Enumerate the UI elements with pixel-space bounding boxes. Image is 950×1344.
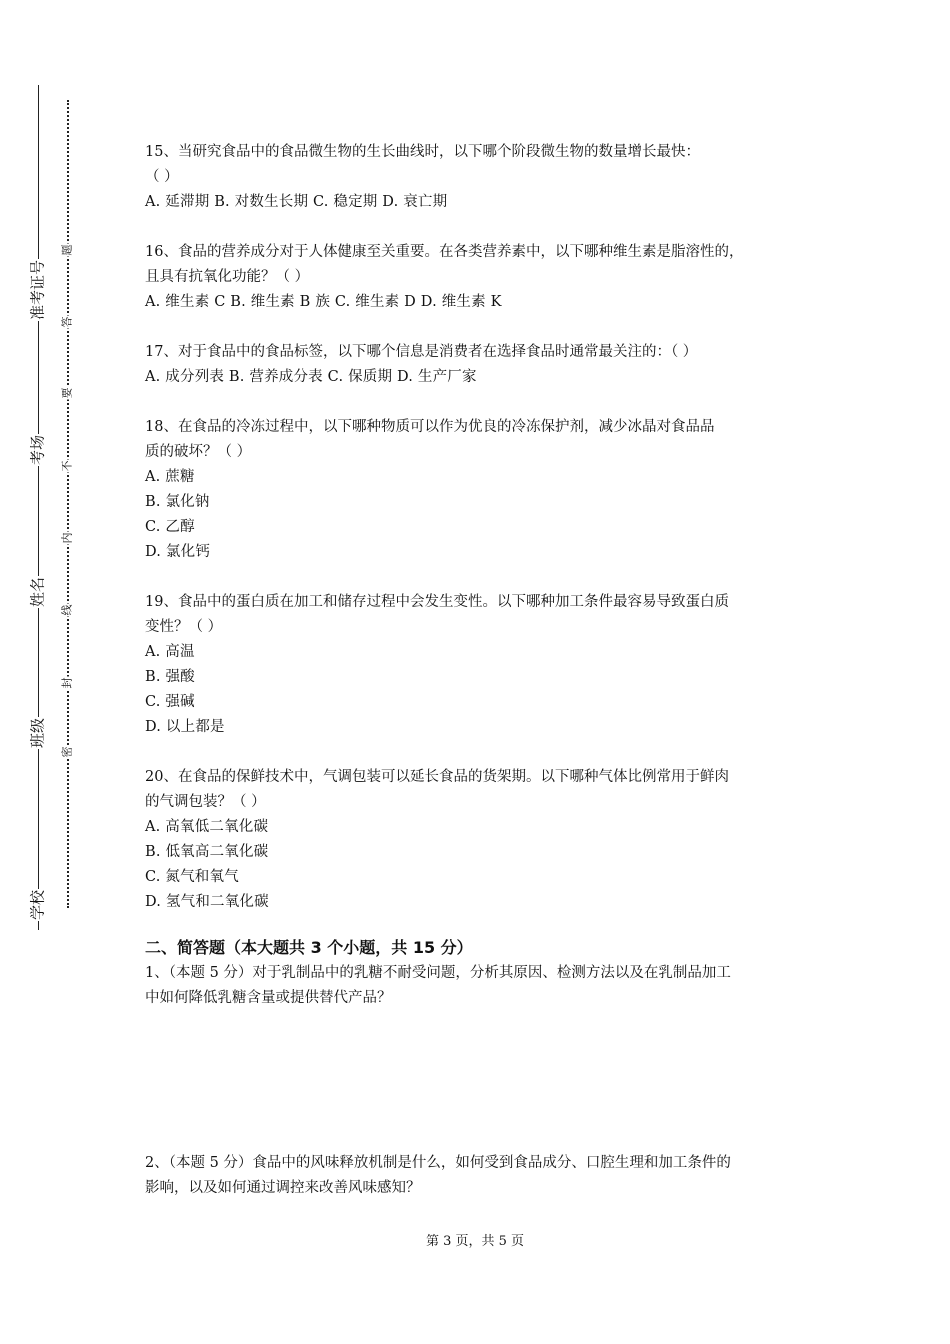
option-c: C. 氮气和氧气 xyxy=(145,869,239,885)
short-answer-1 xyxy=(145,961,825,1011)
question-20 xyxy=(145,765,825,915)
question-stem: （ ） xyxy=(145,169,179,185)
option-a: A. 蔗糖 xyxy=(145,469,195,485)
field-name-label: 姓名 xyxy=(28,576,47,608)
option-d: D. 氢气和二氧化碳 xyxy=(145,894,269,910)
seal-char: 密 xyxy=(60,746,74,758)
question-15 xyxy=(145,140,825,215)
question-options: A. 成分列表 B. 营养成分表 C. 保质期 D. 生产厂家 xyxy=(145,369,477,385)
question-19 xyxy=(145,590,825,740)
answer-space[interactable] xyxy=(145,1011,825,1151)
question-stem: 20、在食品的保鲜技术中，气调包装可以延长食品的货架期。以下哪种气体比例常用于鲜肉 xyxy=(145,769,729,785)
option-b: B. 强酸 xyxy=(145,669,195,685)
question-stem: 且具有抗氧化功能？（ ） xyxy=(145,269,310,285)
question-options: A. 延滞期 B. 对数生长期 C. 稳定期 D. 衰亡期 xyxy=(145,194,448,210)
option-c: C. 强碱 xyxy=(145,694,195,710)
seal-char: 线 xyxy=(60,604,74,616)
option-c: C. 乙醇 xyxy=(145,519,195,535)
page-number: 第 3 页，共 5 页 xyxy=(425,1234,525,1249)
short-answer-text: 中如何降低乳糖含量或提供替代产品？ xyxy=(145,990,392,1006)
binding-margin xyxy=(0,0,110,1344)
binding-solid-line xyxy=(38,85,39,930)
seal-char: 内 xyxy=(60,532,74,544)
option-b: B. 低氧高二氧化碳 xyxy=(145,844,269,860)
field-admission-number-label: 准考证号 xyxy=(28,259,47,321)
question-18 xyxy=(145,415,825,565)
exam-content xyxy=(145,140,825,1201)
field-class-label: 班级 xyxy=(28,717,47,749)
seal-char: 封 xyxy=(60,677,74,689)
seal-dotted-line xyxy=(67,100,69,908)
option-d: D. 以上都是 xyxy=(145,719,225,735)
seal-char: 不 xyxy=(60,460,74,472)
question-stem: 质的破坏？（ ） xyxy=(145,444,252,460)
question-stem: 变性？（ ） xyxy=(145,619,223,635)
seal-char: 要 xyxy=(60,387,74,399)
seal-char: 答 xyxy=(60,316,74,328)
question-stem: 15、当研究食品中的食品微生物的生长曲线时，以下哪个阶段微生物的数量增长最快： xyxy=(145,144,700,160)
question-16 xyxy=(145,240,825,315)
short-answer-text: 1、（本题 5 分）对于乳制品中的乳糖不耐受问题，分析其原因、检测方法以及在乳制品加工 xyxy=(145,965,731,981)
short-answer-2 xyxy=(145,1151,825,1201)
question-stem: 16、食品的营养成分对于人体健康至关重要。在各类营养素中，以下哪种维生素是脂溶性的， xyxy=(145,244,744,260)
short-answer-text: 2、（本题 5 分）食品中的风味释放机制是什么，如何受到食品成分、口腔生理和加工条件的 xyxy=(145,1155,731,1171)
option-d: D. 氯化钙 xyxy=(145,544,211,560)
question-stem: 19、食品中的蛋白质在加工和储存过程中会发生变性。以下哪种加工条件最容易导致蛋白质 xyxy=(145,594,729,610)
field-school-label: 学校 xyxy=(28,889,47,921)
question-stem: 的气调包装？（ ） xyxy=(145,794,266,810)
field-exam-room-label: 考场 xyxy=(28,434,47,466)
question-stem: 17、对于食品中的食品标签，以下哪个信息是消费者在选择食品时通常最关注的：（ ） xyxy=(145,344,698,360)
option-a: A. 高温 xyxy=(145,644,195,660)
seal-char: 题 xyxy=(60,244,74,256)
question-17 xyxy=(145,340,825,390)
question-options: A. 维生素 C B. 维生素 B 族 C. 维生素 D D. 维生素 K xyxy=(145,294,502,310)
option-a: A. 高氧低二氧化碳 xyxy=(145,819,269,835)
short-answer-text: 影响，以及如何通过调控来改善风味感知？ xyxy=(145,1180,421,1196)
question-stem: 18、在食品的冷冻过程中，以下哪种物质可以作为优良的冷冻保护剂，减少冰晶对食品品 xyxy=(145,419,715,435)
option-b: B. 氯化钠 xyxy=(145,494,210,510)
section-title: 二、简答题（本大题共 3 个小题，共 15 分） xyxy=(145,938,473,957)
